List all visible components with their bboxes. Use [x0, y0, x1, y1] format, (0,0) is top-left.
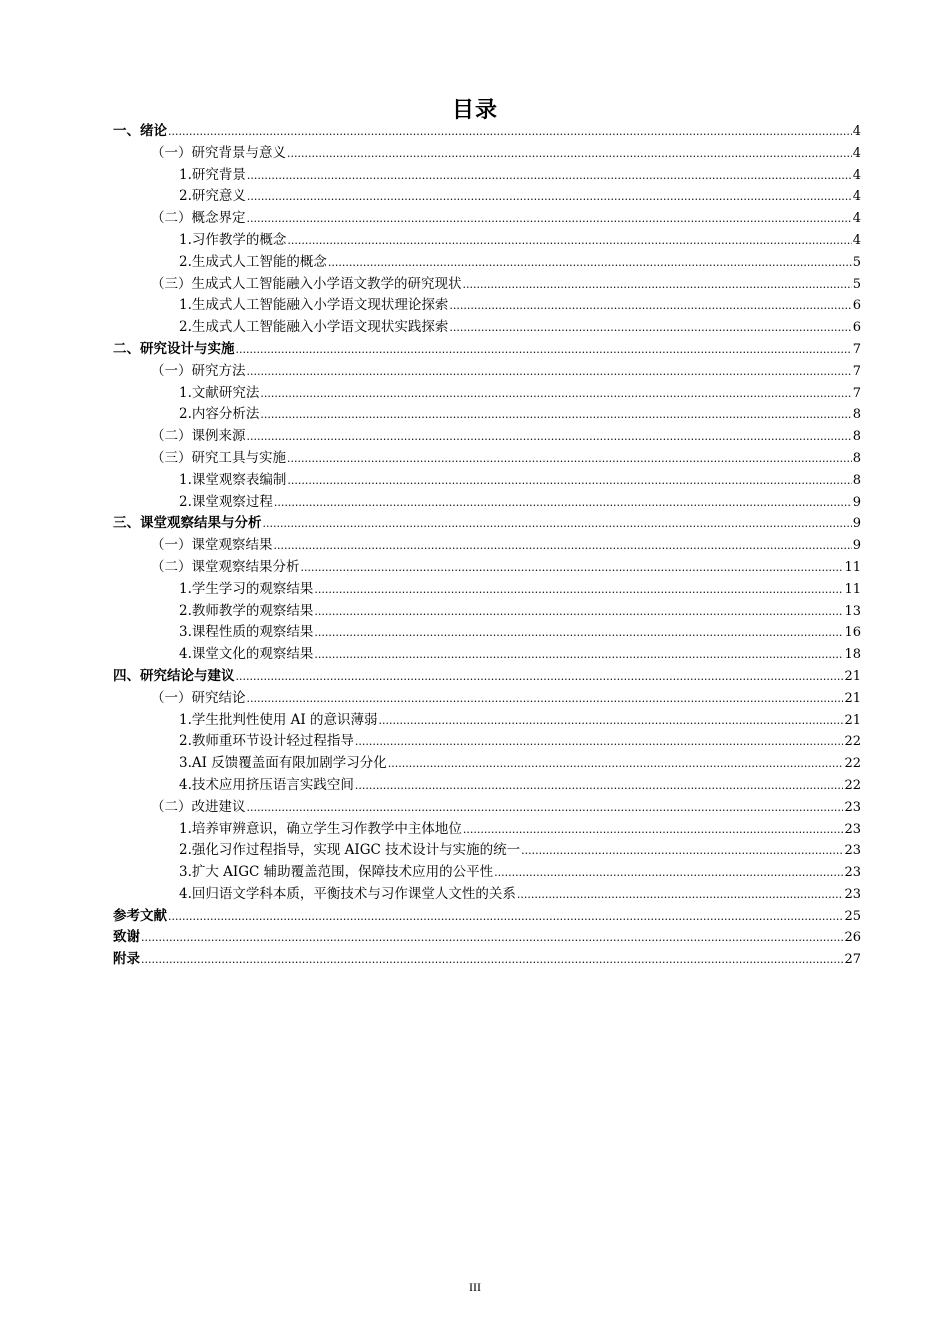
toc-leader-dots — [260, 383, 851, 405]
toc-entry-page-number: 9 — [852, 538, 861, 554]
toc-entry[interactable] — [113, 317, 861, 339]
toc-leader-dots — [355, 731, 844, 753]
toc-leader-dots — [236, 339, 852, 361]
toc-leader-dots — [355, 775, 844, 797]
toc-leader-dots — [168, 121, 852, 143]
toc-entry[interactable] — [113, 753, 861, 775]
toc-entry-title: （二）课例来源 — [151, 428, 246, 445]
toc-leader-dots — [247, 797, 844, 819]
toc-entry-title: 四、研究结论与建议 — [113, 667, 235, 684]
toc-leader-dots — [141, 927, 843, 949]
toc-entry[interactable] — [113, 819, 861, 841]
toc-entry-title: （三）研究工具与实施 — [151, 449, 286, 466]
toc-entry[interactable] — [113, 208, 861, 230]
toc-entry-title: （一）研究结论 — [151, 689, 246, 706]
toc-entry-title: 4.课堂文化的观察结果 — [179, 646, 314, 663]
toc-entry[interactable] — [113, 186, 861, 208]
toc-entry-page-number: 18 — [844, 647, 861, 663]
toc-leader-dots — [301, 557, 844, 579]
toc-entry[interactable] — [113, 862, 861, 884]
toc-entry-page-number: 26 — [844, 930, 861, 946]
toc-entry-page-number: 23 — [844, 821, 861, 837]
toc-entry[interactable] — [113, 383, 861, 405]
toc-entry-title: （一）课堂观察结果 — [151, 537, 273, 554]
toc-entry-title: 2.内容分析法 — [179, 406, 260, 423]
toc-entry-title: 4.回归语文学科本质，平衡技术与习作课堂人文性的关系 — [179, 885, 516, 902]
toc-entry[interactable] — [113, 143, 861, 165]
toc-entry-title: 4.技术应用挤压语言实践空间 — [179, 776, 354, 793]
table-of-contents — [113, 121, 861, 971]
toc-leader-dots — [247, 208, 852, 230]
toc-entry[interactable] — [113, 295, 861, 317]
toc-entry-page-number: 11 — [844, 581, 861, 597]
toc-entry[interactable] — [113, 339, 861, 361]
toc-entry-title: 三、课堂观察结果与分析 — [113, 515, 262, 532]
toc-entry[interactable] — [113, 252, 861, 274]
toc-entry-title: 3.扩大 AIGC 辅助覆盖范围，保障技术应用的公平性 — [179, 864, 494, 881]
toc-entry-page-number: 6 — [852, 320, 861, 336]
toc-leader-dots — [449, 295, 851, 317]
toc-entry-page-number: 22 — [844, 777, 861, 793]
toc-entry-title: （三）生成式人工智能融入小学语文教学的研究现状 — [151, 275, 462, 292]
toc-entry-title: 2.教师重环节设计轻过程指导 — [179, 733, 354, 750]
toc-entry-page-number: 21 — [844, 690, 861, 706]
toc-leader-dots — [247, 688, 844, 710]
toc-entry-title: 致谢 — [113, 929, 140, 946]
toc-entry-title: 3.AI 反馈覆盖面有限加剧学习分化 — [179, 755, 387, 772]
toc-entry[interactable] — [113, 884, 861, 906]
toc-entry-page-number: 8 — [852, 472, 861, 488]
toc-leader-dots — [314, 622, 843, 644]
toc-leader-dots — [463, 274, 852, 296]
toc-entry-title: 2.生成式人工智能的概念 — [179, 253, 327, 270]
toc-entry[interactable] — [113, 121, 861, 143]
toc-entry-page-number: 11 — [844, 559, 861, 575]
toc-entry[interactable] — [113, 731, 861, 753]
toc-entry[interactable] — [113, 906, 861, 928]
toc-leader-dots — [463, 819, 844, 841]
toc-entry-page-number: 6 — [852, 298, 861, 314]
toc-leader-dots — [314, 644, 843, 666]
toc-entry[interactable] — [113, 622, 861, 644]
toc-entry[interactable] — [113, 927, 861, 949]
toc-leader-dots — [449, 317, 851, 339]
toc-leader-dots — [287, 448, 852, 470]
page-title: 目录 — [451, 98, 498, 123]
toc-leader-dots — [141, 949, 843, 971]
toc-leader-dots — [287, 230, 851, 252]
toc-entry-page-number: 5 — [852, 254, 861, 270]
toc-entry-title: 1.课堂观察表编制 — [179, 471, 287, 488]
toc-leader-dots — [328, 252, 852, 274]
toc-leader-dots — [260, 404, 851, 426]
toc-entry-page-number: 4 — [852, 232, 861, 248]
toc-entry-page-number: 13 — [844, 603, 861, 619]
toc-entry-title: 1.生成式人工智能融入小学语文现状理论探索 — [179, 297, 449, 314]
toc-entry[interactable] — [113, 426, 861, 448]
toc-entry[interactable] — [113, 644, 861, 666]
toc-entry-title: 一、绪论 — [113, 123, 167, 139]
toc-entry[interactable] — [113, 949, 861, 971]
toc-entry[interactable] — [113, 513, 861, 535]
toc-entry-title: （一）研究背景与意义 — [151, 144, 286, 161]
toc-entry-title: 2.强化习作过程指导，实现 AIGC 技术设计与实施的统一 — [179, 842, 521, 859]
toc-entry-title: 2.研究意义 — [179, 188, 246, 205]
toc-entry-page-number: 23 — [844, 865, 861, 881]
toc-entry-page-number: 8 — [852, 450, 861, 466]
toc-leader-dots — [388, 753, 844, 775]
toc-entry-title: 1.培养审辨意识，确立学生习作教学中主体地位 — [179, 820, 462, 837]
toc-entry-title: 二、研究设计与实施 — [113, 340, 235, 357]
toc-leader-dots — [247, 165, 852, 187]
toc-entry-page-number: 4 — [852, 145, 861, 161]
toc-entry-page-number: 21 — [844, 712, 861, 728]
toc-leader-dots — [247, 361, 852, 383]
toc-entry[interactable] — [113, 274, 861, 296]
toc-entry-page-number: 5 — [852, 276, 861, 292]
toc-leader-dots — [287, 143, 852, 165]
toc-entry-page-number: 8 — [852, 429, 861, 445]
toc-entry-title: 1.学生学习的观察结果 — [179, 580, 314, 597]
toc-entry-page-number: 9 — [852, 516, 861, 532]
toc-entry-page-number: 23 — [844, 886, 861, 902]
toc-leader-dots — [247, 186, 852, 208]
toc-entry-page-number: 4 — [852, 211, 861, 227]
toc-entry-page-number: 4 — [852, 124, 861, 139]
toc-entry-title: 1.文献研究法 — [179, 384, 260, 401]
toc-entry-page-number: 25 — [844, 908, 861, 924]
toc-entry-title: 2.课堂观察过程 — [179, 493, 273, 510]
toc-leader-dots — [274, 492, 852, 514]
toc-entry[interactable] — [113, 535, 861, 557]
toc-entry-title: （二）课堂观察结果分析 — [151, 558, 300, 575]
toc-leader-dots — [287, 470, 851, 492]
toc-entry[interactable] — [113, 230, 861, 252]
toc-entry[interactable] — [113, 840, 861, 862]
toc-leader-dots — [494, 862, 843, 884]
toc-entry[interactable] — [113, 710, 861, 732]
toc-entry[interactable] — [113, 579, 861, 601]
toc-entry-page-number: 7 — [852, 363, 861, 379]
toc-entry-title: （一）研究方法 — [151, 362, 246, 379]
toc-entry[interactable] — [113, 666, 861, 688]
toc-entry-title: 2.教师教学的观察结果 — [179, 602, 314, 619]
toc-entry[interactable] — [113, 165, 861, 187]
toc-entry[interactable] — [113, 404, 861, 426]
toc-entry-title: 参考文献 — [113, 907, 167, 924]
toc-entry[interactable] — [113, 775, 861, 797]
toc-entry[interactable] — [113, 797, 861, 819]
toc-entry-page-number: 7 — [852, 385, 861, 401]
toc-entry-title: 1.习作教学的概念 — [179, 231, 287, 248]
toc-leader-dots — [521, 840, 843, 862]
toc-leader-dots — [263, 513, 852, 535]
toc-entry-page-number: 4 — [852, 189, 861, 205]
toc-leader-dots — [517, 884, 844, 906]
toc-entry-page-number: 22 — [844, 756, 861, 772]
toc-entry-page-number: 8 — [852, 407, 861, 423]
toc-entry-title: （二）改进建议 — [151, 798, 246, 815]
toc-entry-title: 2.生成式人工智能融入小学语文现状实践探索 — [179, 319, 449, 336]
toc-entry-title: 1.研究背景 — [179, 166, 246, 183]
toc-entry[interactable] — [113, 470, 861, 492]
toc-leader-dots — [314, 601, 843, 623]
toc-entry-title: （二）概念界定 — [151, 210, 246, 227]
toc-entry-page-number: 7 — [852, 341, 861, 357]
toc-leader-dots — [379, 710, 844, 732]
toc-leader-dots — [247, 426, 852, 448]
toc-entry-page-number: 27 — [844, 952, 861, 968]
toc-entry-page-number: 22 — [844, 734, 861, 750]
toc-leader-dots — [168, 906, 843, 928]
toc-entry-title: 1.学生批判性使用 AI 的意识薄弱 — [179, 711, 378, 728]
toc-entry-page-number: 21 — [844, 668, 861, 684]
toc-entry-page-number: 9 — [852, 494, 861, 510]
toc-entry[interactable] — [113, 448, 861, 470]
toc-entry-page-number: 23 — [844, 843, 861, 859]
toc-leader-dots — [236, 666, 844, 688]
toc-entry[interactable] — [113, 492, 861, 514]
toc-entry-page-number: 16 — [844, 625, 861, 641]
toc-entry[interactable] — [113, 601, 861, 623]
toc-entry-title: 3.课程性质的观察结果 — [179, 624, 314, 641]
toc-entry[interactable] — [113, 557, 861, 579]
toc-entry-page-number: 23 — [844, 799, 861, 815]
toc-entry-title: 附录 — [113, 951, 140, 968]
toc-leader-dots — [274, 535, 852, 557]
toc-leader-dots — [314, 579, 843, 601]
toc-entry-page-number: 4 — [852, 167, 861, 183]
toc-entry[interactable] — [113, 361, 861, 383]
page-number-footer: III — [469, 1280, 481, 1294]
toc-entry[interactable] — [113, 688, 861, 710]
